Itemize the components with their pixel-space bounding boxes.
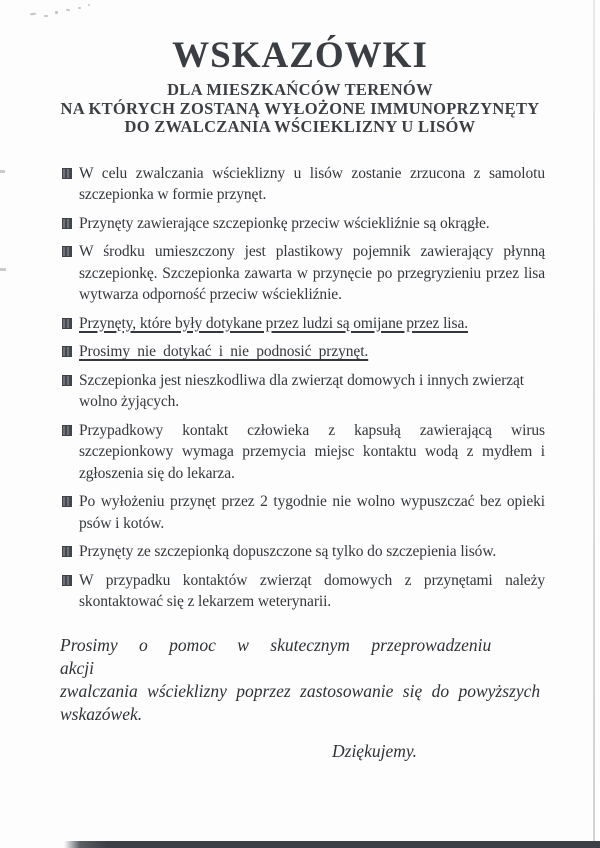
square-bullet-icon [62, 425, 72, 436]
list-item-text: W przypadku kontaktów zwierząt domowych z przynętami należy skontaktować się z lekarzem weterynarii. [79, 571, 545, 610]
pencil-scribble-artifact [88, 4, 90, 6]
list-item [62, 313, 545, 335]
square-bullet-icon [62, 168, 72, 179]
square-bullet-icon [62, 546, 72, 557]
square-bullet-icon [62, 218, 72, 229]
pencil-scribble-artifact [55, 11, 58, 14]
list-item-text: Po wyłożeniu przynęt przez 2 tygodnie nie wolno wypuszczać bez opieki psów i kotów. [79, 493, 545, 532]
list-item-text: Przynęty ze szczepionką dopuszczone są tylko do szczepienia lisów. [79, 543, 497, 560]
list-item-text: Przypadkowy kontakt człowieka z kapsułą zawierającą wirus szczepionkowy wymaga przemycia miejsc kontaktu wodą z mydłem i zgłoszenia się do lekarza. [79, 421, 545, 482]
subtitle-line: DLA MIESZKAŃCÓW TERENÓW [167, 80, 433, 99]
list-item [62, 491, 545, 534]
closing-line: zwalczania wścieklizny poprzez zastosowanie się do powyższych [60, 680, 541, 701]
list-item-text: W środku umieszczony jest plastikowy pojemnik zawierający płynną szczepionkę. Szczepionka zawarta w przynęcie po przegryzieniu przez lisa wytwarza odporność przeciw wściekliźnie. [79, 243, 545, 303]
list-item-text: W celu zwalczania wścieklizny u lisów zostanie zrzucona z samolotu szczepionka w formie przynęt. [79, 164, 545, 203]
list-item [62, 241, 545, 306]
pencil-scribble-artifact [44, 15, 48, 17]
square-bullet-icon [62, 496, 72, 507]
square-bullet-icon [62, 246, 72, 257]
square-bullet-icon [62, 575, 72, 586]
scan-edge-shadow-right [593, 0, 595, 848]
square-bullet-icon [62, 318, 72, 329]
subtitle-line: DO ZWALCZANIA WŚCIEKLIZNY U LISÓW [124, 117, 476, 136]
page-title: WSKAZÓWKI [172, 35, 428, 76]
square-bullet-icon [62, 375, 72, 386]
list-item-text: Przynęty, które były dotykane przez ludzi są omijane przez lisa. [79, 314, 468, 332]
square-bullet-icon [62, 346, 72, 357]
scan-edge-shadow-bottom [64, 841, 600, 848]
closing-line: Prosimy o pomoc w skutecznym przeprowadzeniu akcji [60, 634, 492, 678]
list-item [62, 570, 545, 613]
closing-paragraph [60, 634, 545, 726]
list-item-text: Przynęty zawierające szczepionkę przeciw wściekliźnie są okrągłe. [79, 214, 490, 232]
page-subtitle [0, 81, 600, 137]
closing-line: wskazówek. [60, 703, 143, 724]
scan-edge-mark [0, 170, 5, 173]
subtitle-line: NA KTÓRYCH ZOSTANĄ WYŁOŻONE IMMUNOPRZYNĘTY [60, 98, 540, 118]
list-item [62, 370, 545, 413]
guideline-list [62, 163, 545, 613]
pencil-scribble-artifact [78, 7, 81, 9]
list-item [62, 541, 545, 563]
list-item [62, 163, 545, 206]
document-header [0, 0, 600, 137]
list-item-text: Prosimy nie dotykać i nie podnosić przynęt. [79, 343, 369, 360]
list-item [62, 213, 545, 235]
scan-edge-mark [0, 268, 6, 271]
signoff-text: Dziękujemy. [332, 740, 418, 761]
list-item [62, 420, 545, 485]
list-item [62, 341, 545, 363]
list-item-text: Szczepionka jest nieszkodliwa dla zwierząt domowych i innych zwierząt wolno żyjących. [79, 371, 525, 410]
